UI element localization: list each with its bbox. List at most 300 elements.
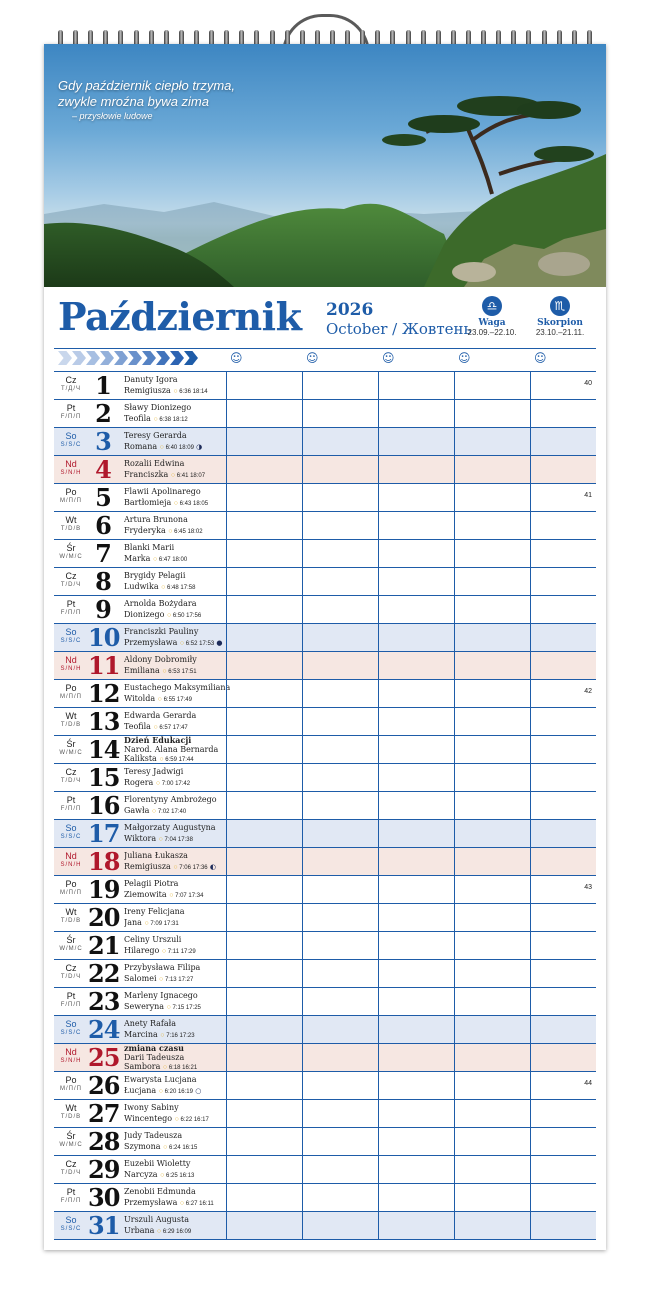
weekday-label — [54, 599, 88, 616]
weekday-label — [54, 795, 88, 812]
sun-icon: ○ — [152, 556, 158, 563]
day-number: 24 — [88, 1015, 120, 1044]
sun-icon: ○ — [159, 444, 164, 451]
note-column-divider — [454, 484, 455, 512]
weekday-code: W/M/C — [59, 946, 83, 952]
day-number: 2 — [95, 399, 111, 428]
day-number: 14 — [88, 735, 120, 764]
weekday-code: T/Д/Ч — [60, 386, 82, 392]
name-day-line: Narod. Alana Bernarda — [124, 745, 219, 754]
note-column-divider — [378, 428, 379, 456]
zodiac-name: Waga — [478, 318, 506, 328]
weekday-name: Śr — [66, 935, 76, 945]
day-rows — [54, 371, 596, 1240]
note-column-divider — [378, 400, 379, 428]
note-column-divider — [302, 1100, 303, 1128]
name-day-line: Florentyny Ambrożego — [124, 795, 217, 804]
name-day-line: Urszuli Augusta — [124, 1215, 189, 1224]
day-row — [54, 624, 596, 652]
moon-phase-icon: ◐ — [207, 863, 216, 871]
name-day-line: Ziemowita ○ 7:07 17:34 — [124, 890, 204, 899]
sunrise-sunset: ○ 6:22 16:17 — [174, 1116, 209, 1123]
note-column-divider — [530, 848, 531, 876]
note-column-divider — [454, 708, 455, 736]
name-days — [124, 850, 230, 874]
day-number: 8 — [95, 567, 111, 596]
note-column-divider — [530, 736, 531, 764]
sun-icon: ○ — [166, 612, 172, 619]
name-day-line: Celiny Urszuli — [124, 935, 182, 944]
name-day-line: Teresy Gerarda — [124, 431, 187, 440]
name-day-line: Seweryna ○ 7:15 17:25 — [124, 1002, 201, 1011]
name-day-line: Bartłomieja ○ 6:43 18:05 — [124, 498, 209, 507]
day-number: 23 — [88, 987, 120, 1016]
note-column-divider — [530, 1044, 531, 1072]
name-days — [124, 878, 230, 902]
note-column-divider — [378, 960, 379, 988]
weekday-code: S/N/Н — [60, 666, 82, 672]
weekday-code: F/П/П — [60, 806, 82, 812]
note-column-divider — [454, 372, 455, 400]
note-column-divider — [302, 400, 303, 428]
sun-icon: ○ — [174, 1116, 179, 1123]
moon-phase-icon: ◑ — [193, 443, 203, 451]
name-day-line: Darii Tadeusza — [124, 1053, 185, 1062]
day-row — [54, 372, 596, 400]
name-day-line: Przemysława ○ 6:52 17:53 ● — [124, 638, 223, 647]
note-column-divider — [454, 736, 455, 764]
note-column-divider — [302, 624, 303, 652]
weekday-code: S/N/Н — [60, 1058, 82, 1064]
weekday-code: T/D/В — [60, 722, 82, 728]
day-row — [54, 512, 596, 540]
note-column-divider — [302, 708, 303, 736]
week-number: 43 — [584, 884, 592, 891]
name-day-line: Remigiusza ○ 6:36 18:14 — [124, 386, 208, 395]
note-column-divider — [226, 1212, 227, 1240]
sunrise-sunset: ○ 6:27 16:11 — [179, 1200, 214, 1207]
day-number: 29 — [88, 1155, 120, 1184]
name-days — [124, 486, 230, 510]
weekday-label — [54, 655, 88, 672]
sun-icon: ○ — [160, 1032, 165, 1039]
day-number: 13 — [88, 707, 120, 736]
note-column-divider — [530, 988, 531, 1016]
note-column-divider — [378, 456, 379, 484]
weekday-label — [54, 1019, 88, 1036]
weekday-name: Śr — [66, 1131, 76, 1141]
name-days — [124, 906, 230, 930]
name-days — [124, 766, 230, 790]
weekday-label — [54, 963, 88, 980]
sunrise-sunset: ○ 7:09 17:31 — [144, 920, 179, 927]
note-column-divider — [530, 792, 531, 820]
note-column-divider — [530, 596, 531, 624]
name-day-line: Teofila ○ 6:57 17:47 — [124, 722, 188, 731]
sun-icon: ○ — [151, 808, 157, 815]
weekday-name: Pt — [66, 795, 76, 805]
note-column-divider — [302, 988, 303, 1016]
name-day-line: Urbana ○ 6:29 16:09 — [124, 1226, 192, 1235]
weekday-label — [54, 991, 88, 1008]
sunrise-sunset: ○ 6:45 18:02 — [168, 528, 203, 535]
sunrise-sunset: ○ 6:20 16:19 — [158, 1088, 193, 1095]
day-row — [54, 596, 596, 624]
sunrise-sunset: ○ 6:55 17:49 — [157, 696, 192, 703]
note-column-divider — [226, 792, 227, 820]
day-number: 26 — [88, 1071, 120, 1100]
weekday-name: Cz — [65, 571, 77, 581]
proverb-source: – przysłowie ludowe — [72, 111, 153, 121]
note-column-divider — [530, 1072, 531, 1100]
sunrise-sunset: ○ 7:13 17:27 — [159, 976, 194, 983]
name-days — [124, 374, 230, 398]
note-column-divider — [226, 624, 227, 652]
note-column-divider — [378, 988, 379, 1016]
name-day-line: Ireny Felicjana — [124, 907, 185, 916]
weekday-name: Śr — [66, 543, 76, 553]
note-column-divider — [302, 680, 303, 708]
zodiac-scorpio — [530, 296, 590, 337]
day-number: 27 — [88, 1099, 120, 1128]
note-column-divider — [226, 428, 227, 456]
day-number: 9 — [95, 595, 111, 624]
weekday-name: So — [65, 1019, 77, 1029]
name-day-line: Hilarego ○ 7:11 17:29 — [124, 946, 196, 955]
name-day-line: Sambora ○ 6:18 16:21 — [124, 1062, 198, 1071]
name-days — [124, 822, 230, 846]
name-day-line: Judy Tadeusza — [124, 1131, 183, 1140]
sun-icon: ○ — [161, 584, 166, 591]
note-column-divider — [226, 596, 227, 624]
note-column-divider — [378, 596, 379, 624]
note-column-divider — [226, 820, 227, 848]
sun-icon: ○ — [157, 696, 162, 703]
sunrise-sunset: ○ 6:36 18:14 — [173, 388, 208, 395]
weekday-name: Cz — [65, 963, 77, 973]
day-number: 22 — [88, 959, 120, 988]
name-days — [124, 1018, 230, 1042]
note-column-divider — [454, 820, 455, 848]
note-column-divider — [378, 1184, 379, 1212]
note-column-divider — [454, 848, 455, 876]
weekday-label — [54, 767, 88, 784]
sunrise-sunset: ○ 6:40 18:09 — [159, 444, 194, 451]
proverb-line-1: Gdy październik ciepło trzyma, — [58, 78, 236, 93]
sunrise-sunset: ○ 7:06 17:36 — [173, 864, 208, 871]
name-day-line: Sławy Dionizego — [124, 403, 192, 412]
note-column-divider — [226, 512, 227, 540]
holiday-label: Dzień Edukacji — [124, 736, 192, 745]
moon-phase-icon: ○ — [192, 1087, 202, 1095]
sun-icon: ○ — [179, 640, 185, 647]
note-column-divider — [302, 932, 303, 960]
zodiac-range: 23.10.–21.11. — [535, 328, 585, 337]
sun-icon: ○ — [144, 920, 149, 927]
name-days — [124, 736, 230, 765]
note-column-divider — [302, 848, 303, 876]
note-column-divider — [378, 1016, 379, 1044]
name-day-line: Gawła ○ 7:02 17:40 — [124, 806, 187, 815]
weekday-code: F/П/П — [60, 610, 82, 616]
name-day-line: Blanki Marii — [124, 543, 175, 552]
sunrise-sunset: ○ 7:04 17:38 — [158, 836, 193, 843]
name-day-line: Szymona ○ 6:24 16:15 — [124, 1142, 198, 1151]
weekday-name: Cz — [65, 767, 77, 777]
weekday-label — [54, 515, 88, 532]
sun-icon: ○ — [173, 500, 179, 507]
name-day-line: Pelagii Piotra — [124, 879, 179, 888]
sunrise-sunset: ○ 6:29 16:09 — [156, 1228, 192, 1235]
note-column-divider — [530, 540, 531, 568]
weekday-code: T/D/В — [60, 1114, 82, 1120]
day-row — [54, 1100, 596, 1128]
weekday-code: F/П/П — [60, 1198, 82, 1204]
day-number: 3 — [95, 427, 111, 456]
day-number: 11 — [88, 651, 120, 680]
note-column-divider — [226, 708, 227, 736]
smiley-icon: ☺ — [382, 351, 395, 365]
note-column-divider — [454, 652, 455, 680]
day-number: 15 — [88, 763, 120, 792]
note-column-divider — [530, 1128, 531, 1156]
note-column-divider — [378, 932, 379, 960]
note-column-divider — [302, 540, 303, 568]
name-day-line: Witolda ○ 6:55 17:49 — [124, 694, 192, 703]
name-days — [124, 598, 230, 622]
weekday-name: Nd — [65, 1047, 77, 1057]
note-column-divider — [226, 932, 227, 960]
sun-icon: ○ — [179, 1200, 185, 1207]
note-column-divider — [226, 1072, 227, 1100]
name-day-line: Aldony Dobromiły — [124, 655, 197, 664]
weekday-code: M/П/П — [60, 498, 82, 504]
note-column-divider — [530, 372, 531, 400]
day-number: 16 — [88, 791, 120, 820]
note-column-divider — [378, 1072, 379, 1100]
calendar-page — [44, 44, 606, 1250]
note-column-divider — [530, 904, 531, 932]
header-divider — [54, 348, 596, 349]
day-number: 31 — [88, 1211, 120, 1240]
sun-icon: ○ — [155, 780, 161, 787]
note-column-divider — [530, 512, 531, 540]
note-column-divider — [302, 736, 303, 764]
note-column-divider — [454, 932, 455, 960]
sun-icon: ○ — [169, 892, 174, 899]
sun-icon: ○ — [160, 1172, 165, 1179]
note-column-divider — [530, 1016, 531, 1044]
weekday-code: S/S/C — [60, 1030, 82, 1036]
sunrise-sunset: ○ 7:15 17:25 — [166, 1004, 201, 1011]
weekday-label — [54, 543, 88, 560]
note-column-divider — [378, 512, 379, 540]
name-days — [124, 402, 230, 426]
sun-icon: ○ — [159, 976, 164, 983]
note-column-divider — [530, 932, 531, 960]
weekday-label — [54, 851, 88, 868]
month-alt-label: October / Жовтень — [326, 320, 472, 338]
weekday-label — [54, 403, 88, 420]
note-column-divider — [378, 484, 379, 512]
weekday-name: So — [65, 823, 77, 833]
name-days — [124, 990, 230, 1014]
note-column-divider — [378, 736, 379, 764]
note-column-divider — [454, 1072, 455, 1100]
name-day-line: Dionizego ○ 6:50 17:56 — [124, 610, 202, 619]
note-column-divider — [454, 568, 455, 596]
name-day-line: Salomei ○ 7:13 17:27 — [124, 974, 194, 983]
name-day-line: Emiliana ○ 6:53 17:51 — [124, 666, 197, 675]
note-column-divider — [302, 372, 303, 400]
note-column-divider — [226, 652, 227, 680]
note-column-divider — [226, 960, 227, 988]
note-column-divider — [530, 708, 531, 736]
note-column-divider — [302, 960, 303, 988]
note-column-divider — [378, 372, 379, 400]
name-days — [124, 1130, 230, 1154]
holiday-label: zmiana czasu — [124, 1044, 184, 1053]
day-row — [54, 848, 596, 876]
libra-icon: ♎ — [482, 296, 502, 316]
weekday-code: T/D/Ч — [60, 974, 82, 980]
weekday-name: So — [65, 1215, 77, 1225]
weekday-code: M/П/П — [60, 694, 82, 700]
week-number: 41 — [584, 492, 592, 499]
name-day-line: Jana ○ 7:09 17:31 — [124, 918, 179, 927]
note-column-divider — [302, 904, 303, 932]
day-number: 12 — [88, 679, 120, 708]
sunrise-sunset: ○ 7:00 17:42 — [155, 780, 191, 787]
note-column-divider — [530, 568, 531, 596]
note-column-divider — [378, 764, 379, 792]
note-column-divider — [302, 512, 303, 540]
month-title: Październik — [58, 294, 302, 339]
weekday-label — [54, 1187, 88, 1204]
note-column-divider — [378, 1100, 379, 1128]
weekday-name: Wt — [65, 515, 77, 525]
sunrise-sunset: ○ 6:50 17:56 — [166, 612, 202, 619]
note-column-divider — [302, 1128, 303, 1156]
weekday-label — [54, 935, 88, 952]
note-column-divider — [226, 848, 227, 876]
note-column-divider — [226, 680, 227, 708]
weekday-code: W/M/C — [59, 1142, 83, 1148]
day-number: 4 — [95, 455, 111, 484]
note-column-divider — [454, 400, 455, 428]
sun-icon: ○ — [158, 836, 163, 843]
scorpio-icon: ♏ — [550, 296, 570, 316]
note-column-divider — [302, 1156, 303, 1184]
note-column-divider — [454, 1100, 455, 1128]
year-label: 2026 — [326, 300, 374, 320]
note-column-divider — [530, 680, 531, 708]
day-row — [54, 1044, 596, 1072]
weekday-code: W/M/C — [59, 750, 83, 756]
note-column-divider — [302, 1184, 303, 1212]
weekday-code: F/П/П — [60, 1002, 82, 1008]
name-day-line: Euzebii Wioletty — [124, 1159, 191, 1168]
note-column-divider — [530, 764, 531, 792]
name-day-line: Romana ○ 6:40 18:09 ◑ — [124, 442, 203, 451]
day-row — [54, 568, 596, 596]
weekday-label — [54, 571, 88, 588]
weekday-label — [54, 739, 88, 756]
name-day-line: Franciszka ○ 6:41 18:07 — [124, 470, 206, 479]
weekday-name: Pt — [66, 403, 76, 413]
note-column-divider — [530, 456, 531, 484]
weekday-code: T/D/Ч — [60, 582, 82, 588]
note-column-divider — [302, 568, 303, 596]
name-day-line: Edwarda Gerarda — [124, 711, 197, 720]
weekday-name: Cz — [65, 375, 77, 385]
day-row — [54, 1212, 596, 1240]
weekday-code: S/N/Н — [60, 862, 82, 868]
note-column-divider — [454, 540, 455, 568]
name-days — [124, 458, 230, 482]
note-column-divider — [530, 1100, 531, 1128]
note-column-divider — [454, 1212, 455, 1240]
sun-icon: ○ — [153, 724, 158, 731]
note-column-divider — [378, 708, 379, 736]
sunrise-sunset: ○ 6:43 18:05 — [173, 500, 209, 507]
day-row — [54, 904, 596, 932]
note-column-divider — [226, 400, 227, 428]
name-day-line: Łucjana ○ 6:20 16:19 ○ — [124, 1086, 202, 1095]
name-days — [124, 1214, 230, 1238]
note-column-divider — [378, 1212, 379, 1240]
weekday-name: Po — [65, 487, 77, 497]
weekday-label — [54, 1131, 88, 1148]
day-number: 19 — [88, 875, 120, 904]
day-row — [54, 400, 596, 428]
name-days — [124, 626, 230, 650]
proverb-text — [58, 78, 235, 122]
name-days — [124, 514, 230, 538]
weekday-name: Nd — [65, 851, 77, 861]
day-number: 25 — [88, 1043, 120, 1072]
sunrise-sunset: ○ 6:47 18:00 — [152, 556, 188, 563]
weekday-name: Cz — [65, 1159, 77, 1169]
day-row — [54, 1072, 596, 1100]
weekday-code: T/D/Ч — [60, 1170, 82, 1176]
sunrise-sunset: ○ 6:41 18:07 — [170, 472, 206, 479]
name-day-line: Artura Brunona — [124, 515, 188, 524]
note-column-divider — [302, 764, 303, 792]
name-days — [124, 542, 230, 566]
day-number: 6 — [95, 511, 111, 540]
weekday-code: T/D/В — [60, 526, 82, 532]
weekday-label — [54, 1215, 88, 1232]
day-row — [54, 1128, 596, 1156]
zodiac-name: Skorpion — [537, 318, 583, 328]
name-day-line: Marleny Ignacego — [124, 991, 198, 1000]
name-day-line: Ewarysta Lucjana — [124, 1075, 197, 1084]
weekday-name: So — [65, 431, 77, 441]
note-column-divider — [530, 960, 531, 988]
note-column-divider — [454, 624, 455, 652]
sunrise-sunset: ○ 6:18 16:21 — [162, 1064, 198, 1071]
note-column-divider — [454, 792, 455, 820]
weekday-label — [54, 907, 88, 924]
weekday-name: Nd — [65, 655, 77, 665]
sunrise-sunset: ○ 6:57 17:47 — [153, 724, 188, 731]
name-day-line: Wiktora ○ 7:04 17:38 — [124, 834, 193, 843]
weekday-code: M/П/П — [60, 1086, 82, 1092]
note-column-divider — [226, 540, 227, 568]
weekday-code: W/M/C — [59, 554, 83, 560]
name-days — [124, 794, 230, 818]
